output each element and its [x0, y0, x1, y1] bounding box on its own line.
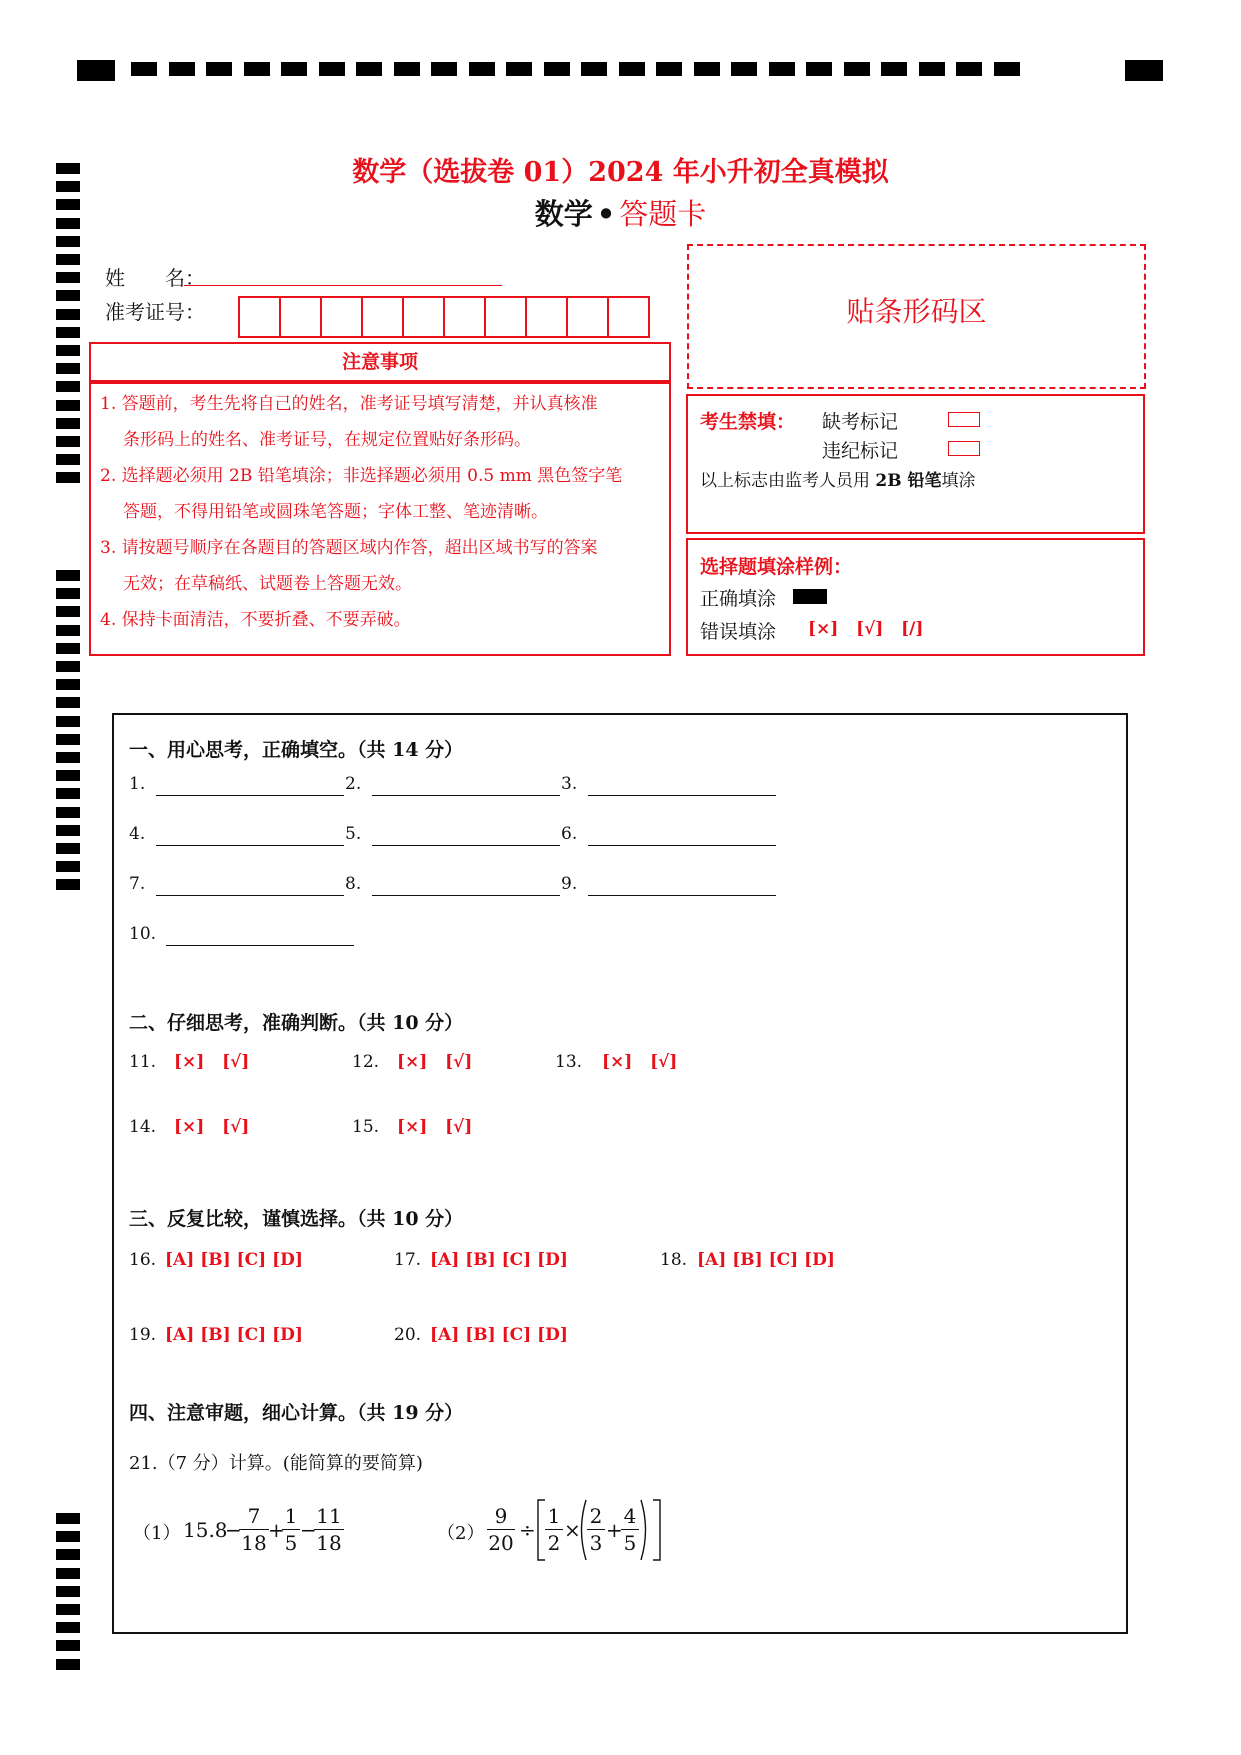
timing-mark-left — [56, 327, 80, 338]
q17-options[interactable]: [A] [B] [C] [D] — [430, 1250, 568, 1270]
name-field[interactable] — [184, 284, 502, 286]
page-title: 数学（选拔卷 01）2024 年小升初全真模拟 — [352, 157, 889, 188]
timing-mark-top — [1125, 60, 1163, 81]
id-digit-box[interactable] — [404, 298, 445, 336]
timing-mark-left — [56, 381, 80, 392]
timing-mark-left — [56, 679, 80, 690]
numerator: 9 — [487, 1503, 515, 1530]
timing-mark-left — [56, 788, 80, 799]
denominator: 2 — [547, 1531, 561, 1555]
timing-mark-left — [56, 436, 80, 447]
timing-mark-left — [56, 570, 80, 581]
page-subtitle — [0, 192, 1241, 233]
notice-line: 4. 保持卡面清洁，不要折叠、不要弄破。 — [100, 610, 411, 630]
timing-mark-left — [56, 236, 80, 247]
timing-mark-left — [56, 1549, 80, 1560]
expr1-minus: − — [225, 1518, 242, 1542]
timing-mark-left — [56, 345, 80, 356]
notice-line: 答题，不得用铅笔或圆珠笔答题；字体工整、笔迹清晰。 — [123, 502, 548, 522]
timing-mark-left — [56, 861, 80, 872]
q6-number: 6. — [561, 824, 578, 844]
q5-blank[interactable] — [372, 844, 560, 846]
expr2-label: （2） — [437, 1523, 485, 1544]
q8-number: 8. — [345, 874, 362, 894]
timing-mark-top — [469, 62, 495, 76]
timing-mark-left — [56, 843, 80, 854]
filled-mark-sample — [793, 589, 827, 604]
timing-mark-left — [56, 734, 80, 745]
q18-number: 18. — [660, 1250, 688, 1270]
timing-mark-left — [56, 643, 80, 654]
q1-number: 1. — [129, 774, 146, 794]
timing-mark-top — [919, 62, 945, 76]
timing-mark-left — [56, 825, 80, 836]
fraction-7-18 — [239, 1503, 269, 1556]
barcode-label: 贴条形码区 — [846, 295, 987, 328]
timing-mark-top — [731, 62, 757, 76]
expr1-lead: 15.8 — [183, 1518, 228, 1542]
timing-mark-top — [77, 60, 115, 81]
timing-mark-top — [356, 62, 382, 76]
q10-blank[interactable] — [166, 944, 354, 946]
timing-mark-left — [56, 661, 80, 672]
id-digit-box[interactable] — [322, 298, 363, 336]
fraction-2-3 — [587, 1503, 605, 1556]
q11-options[interactable]: [×] [√] — [174, 1052, 250, 1072]
q3-number: 3. — [561, 774, 578, 794]
id-digit-box[interactable] — [445, 298, 486, 336]
sample-wrong-marks: [×] [√] [/] — [808, 619, 924, 639]
fraction-1-2 — [545, 1503, 563, 1556]
denominator: 5 — [623, 1531, 637, 1555]
denominator: 18 — [241, 1531, 267, 1555]
notice-heading: 注意事项 — [89, 342, 671, 382]
q19-number: 19. — [129, 1325, 157, 1345]
notice-line: 无效；在草稿纸、试题卷上答题无效。 — [123, 574, 412, 594]
denominator: 18 — [316, 1531, 342, 1555]
timing-mark-left — [56, 181, 80, 192]
timing-mark-left — [56, 254, 80, 265]
id-label: 准考证号： — [105, 300, 205, 324]
timing-mark-top — [656, 62, 682, 76]
timing-mark-left — [56, 1513, 80, 1524]
timing-mark-left — [56, 1604, 80, 1615]
q12-options[interactable]: [×] [√] — [397, 1052, 473, 1072]
section-3-heading: 三、反复比较，谨慎选择。（共 10 分） — [129, 1208, 464, 1230]
q10-number: 10. — [129, 924, 157, 944]
fraction-4-5 — [621, 1503, 639, 1556]
timing-mark-left — [56, 1531, 80, 1542]
q2-blank[interactable] — [372, 794, 560, 796]
timing-mark-left — [56, 770, 80, 781]
timing-mark-top — [281, 62, 307, 76]
forbid-title: 考生禁填： — [700, 411, 796, 433]
q2-number: 2. — [345, 774, 362, 794]
q11-number: 11. — [129, 1052, 157, 1072]
expr1-minus-2: − — [300, 1518, 317, 1542]
timing-mark-top — [169, 62, 195, 76]
q9-blank[interactable] — [588, 894, 776, 896]
q8-blank[interactable] — [372, 894, 560, 896]
q20-options[interactable]: [A] [B] [C] [D] — [430, 1325, 568, 1345]
q16-number: 16. — [129, 1250, 157, 1270]
id-digit-box[interactable] — [568, 298, 609, 336]
denominator: 3 — [589, 1531, 603, 1555]
name-label: 姓 名： — [105, 266, 205, 290]
timing-mark-left — [56, 625, 80, 636]
q13-number: 13. — [555, 1052, 583, 1072]
timing-mark-left — [56, 879, 80, 890]
q14-options[interactable]: [×] [√] — [174, 1117, 250, 1137]
timing-mark-left — [56, 218, 80, 229]
answer-area — [112, 713, 1128, 1634]
timing-mark-left — [56, 454, 80, 465]
timing-mark-left — [56, 418, 80, 429]
notice-line: 3. 请按题号顺序在各题目的答题区域内作答，超出区域书写的答案 — [100, 538, 598, 558]
timing-mark-top — [881, 62, 907, 76]
fraction-1-5 — [282, 1503, 300, 1556]
id-digit-box[interactable] — [281, 298, 322, 336]
denominator: 5 — [284, 1531, 298, 1555]
timing-mark-left — [56, 697, 80, 708]
q15-options[interactable]: [×] [√] — [397, 1117, 473, 1137]
timing-mark-top — [394, 62, 420, 76]
absent-mark-box[interactable] — [948, 412, 980, 427]
expr2-plus: + — [606, 1518, 623, 1542]
violation-mark-box[interactable] — [948, 441, 980, 456]
subtitle-subject: 数学 — [534, 197, 593, 231]
q12-number: 12. — [352, 1052, 380, 1072]
id-number-boxes[interactable] — [238, 296, 650, 338]
q6-blank[interactable] — [588, 844, 776, 846]
q7-number: 7. — [129, 874, 146, 894]
id-digit-box[interactable] — [363, 298, 404, 336]
timing-mark-top — [506, 62, 532, 76]
timing-mark-top — [619, 62, 645, 76]
q4-blank[interactable] — [156, 844, 344, 846]
timing-mark-top — [319, 62, 345, 76]
numerator: 1 — [545, 1503, 563, 1530]
absent-label: 缺考标记 — [822, 411, 899, 433]
forbid-note-a: 以上标志由监考人员用 — [700, 471, 876, 491]
forbid-note — [700, 466, 976, 491]
timing-mark-top — [244, 62, 270, 76]
timing-mark-left — [56, 1622, 80, 1633]
fraction-11-18 — [314, 1503, 344, 1556]
id-digit-box[interactable] — [486, 298, 527, 336]
id-digit-box[interactable] — [609, 298, 648, 336]
id-digit-box[interactable] — [240, 298, 281, 336]
numerator: 11 — [314, 1503, 344, 1530]
timing-mark-left — [56, 752, 80, 763]
timing-mark-top — [544, 62, 570, 76]
notice-line: 2. 选择题必须用 2B 铅笔填涂；非选择题必须用 0.5 mm 黑色签字笔 — [100, 466, 623, 486]
timing-mark-left — [56, 363, 80, 374]
q19-options[interactable]: [A] [B] [C] [D] — [165, 1325, 303, 1345]
timing-mark-top — [581, 62, 607, 76]
notice-line: 1. 答题前，考生先将自己的姓名，准考证号填写清楚，并认真核准 — [100, 394, 598, 414]
q13-options[interactable]: [×] [√] — [602, 1052, 678, 1072]
q20-number: 20. — [394, 1325, 422, 1345]
q7-blank[interactable] — [156, 894, 344, 896]
expr2-times: × — [564, 1518, 581, 1542]
timing-mark-left — [56, 199, 80, 210]
subtitle-card: 答题卡 — [619, 197, 707, 231]
numerator: 2 — [587, 1503, 605, 1530]
q9-number: 9. — [561, 874, 578, 894]
forbid-note-c: 填涂 — [941, 471, 976, 491]
q5-number: 5. — [345, 824, 362, 844]
sample-wrong-label: 错误填涂 — [700, 621, 777, 643]
right-square-bracket — [651, 1498, 663, 1562]
timing-mark-left — [56, 309, 80, 320]
timing-mark-top — [131, 62, 157, 76]
notice-line: 条形码上的姓名、准考证号，在规定位置贴好条形码。 — [123, 430, 531, 450]
timing-mark-top — [844, 62, 870, 76]
section-2-heading: 二、仔细思考，准确判断。（共 10 分） — [129, 1012, 464, 1034]
expr1-label: （1） — [133, 1523, 181, 1544]
q3-blank[interactable] — [588, 794, 776, 796]
sample-correct-label: 正确填涂 — [700, 588, 777, 610]
timing-mark-top — [206, 62, 232, 76]
timing-mark-top — [956, 62, 982, 76]
expr2-divide: ÷ — [519, 1518, 536, 1542]
timing-mark-left — [56, 400, 80, 411]
timing-mark-left — [56, 472, 80, 483]
timing-mark-left — [56, 588, 80, 599]
right-paren — [639, 1498, 651, 1562]
timing-mark-left — [56, 606, 80, 617]
forbid-note-b: 2B 铅笔 — [875, 471, 942, 491]
q17-number: 17. — [394, 1250, 422, 1270]
q14-number: 14. — [129, 1117, 157, 1137]
timing-mark-left — [56, 1640, 80, 1651]
timing-mark-left — [56, 1568, 80, 1579]
timing-mark-top — [994, 62, 1020, 76]
denominator: 20 — [488, 1531, 514, 1555]
numerator: 1 — [282, 1503, 300, 1530]
sample-title: 选择题填涂样例： — [700, 556, 853, 578]
expr1-plus: + — [268, 1518, 285, 1542]
timing-mark-left — [56, 1586, 80, 1597]
timing-mark-left — [56, 1659, 80, 1670]
timing-mark-top — [769, 62, 795, 76]
subtitle-dot: • — [596, 197, 616, 231]
timing-mark-top — [694, 62, 720, 76]
id-digit-box[interactable] — [527, 298, 568, 336]
timing-mark-top — [431, 62, 457, 76]
q15-number: 15. — [352, 1117, 380, 1137]
q1-blank[interactable] — [156, 794, 344, 796]
fraction-9-20 — [487, 1503, 515, 1556]
section-1-heading: 一、用心思考，正确填空。（共 14 分） — [129, 739, 464, 761]
numerator: 4 — [621, 1503, 639, 1530]
numerator: 7 — [239, 1503, 269, 1530]
q21-prompt: 21.（7 分）计算。(能简算的要简算) — [129, 1453, 423, 1474]
timing-mark-left — [56, 290, 80, 301]
timing-mark-top — [806, 62, 832, 76]
section-4-heading: 四、注意审题，细心计算。（共 19 分） — [129, 1402, 464, 1424]
timing-mark-left — [56, 807, 80, 818]
timing-mark-left — [56, 163, 80, 174]
timing-mark-left — [56, 716, 80, 727]
q4-number: 4. — [129, 824, 146, 844]
q18-options[interactable]: [A] [B] [C] [D] — [697, 1250, 835, 1270]
violation-label: 违纪标记 — [822, 440, 899, 462]
q16-options[interactable]: [A] [B] [C] [D] — [165, 1250, 303, 1270]
timing-mark-left — [56, 272, 80, 283]
